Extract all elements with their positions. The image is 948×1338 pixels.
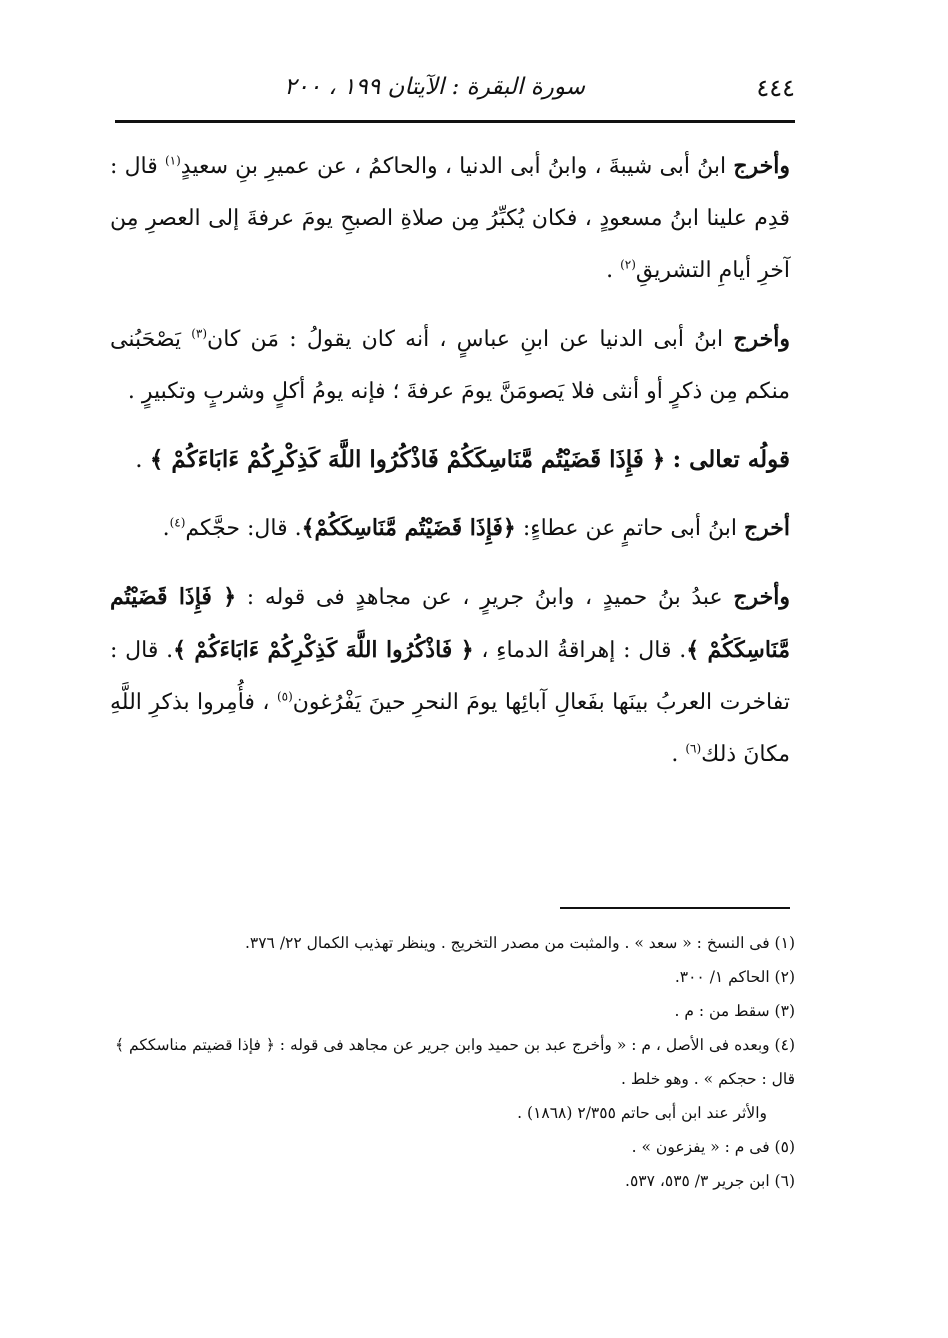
paragraph-text: ، فأُمِروا بذكرِ اللَّهِ مكانَ ذلك — [110, 690, 790, 767]
paragraph-end: . — [606, 258, 621, 283]
footnote-ref[interactable]: (٤) — [169, 515, 186, 530]
main-text — [110, 140, 790, 797]
quran-verse: ﴿فَإِذَا قَضَيْتُم مَّنَاسِكَكُمْ﴾ — [301, 515, 516, 541]
footnote-ref[interactable]: (٦) — [685, 741, 702, 756]
paragraph-text: ابنُ أبى الدنيا عن ابنِ عباسٍ ، أنه كان يقولُ : مَن كان — [207, 327, 724, 352]
paragraph-end: . — [671, 742, 686, 767]
quran-verse: ﴿ فَاذْكُرُوا اللَّهَ كَذِكْرِكُمْ ءَابَاءَكُمْ ﴾ — [173, 637, 474, 663]
paragraph-lead: أخرج — [743, 515, 790, 541]
footnote-2: (٢) الحاكم ١/ ٣٠٠. — [674, 968, 795, 986]
paragraph-1 — [110, 140, 790, 297]
paragraph-text: ابنُ أبى حاتمٍ عن عطاءٍ: — [522, 516, 737, 541]
paragraph-end: . — [135, 447, 150, 473]
paragraph-text: عبدُ بنُ حميدٍ ، وابنُ جريرٍ ، عن مجاهدٍ فى قوله : — [246, 585, 723, 610]
page-number: ٤٤٤ — [756, 74, 795, 102]
header-rule — [115, 120, 795, 123]
footnote-4-continuation: والأثر عند ابن أبى حاتم ٢/٣٥٥ (١٨٦٨) . — [517, 1104, 767, 1122]
paragraph-3 — [110, 502, 790, 555]
paragraph-text: يَصْحَبُنى منكم مِن ذكرٍ أو أنثى فلا يَصومَنَّ يومَ عرفةَ ؛ فإنه يومُ أكلٍ وشربٍ وتكبيرٍ . — [110, 327, 790, 404]
footnote-ref[interactable]: (١) — [164, 153, 181, 168]
paragraph-4 — [110, 571, 790, 781]
footnote-5: (٥) فى م : « يفزعون » . — [631, 1138, 795, 1156]
running-title: سورة البقرة : الآيتان ١٩٩ ، ٢٠٠ — [284, 74, 585, 100]
paragraph-text: . قال : إهراقةُ الدماءِ ، — [481, 638, 687, 663]
paragraph-text: . قال: حجَّكم — [185, 516, 302, 541]
paragraph-text: ابنُ أبى شيبةَ ، وابنُ أبى الدنيا ، والحاكمُ ، عن عميرِ بنِ سعيدٍ — [180, 154, 727, 179]
paragraph-2 — [110, 313, 790, 418]
paragraph-lead: وأخرج — [733, 584, 790, 610]
verse-heading — [110, 434, 790, 486]
footnote-6: (٦) ابن جرير ٣/ ٥٣٥، ٥٣٧. — [625, 1172, 795, 1190]
footnote-1: (١) فى النسخ : « سعد » . والمثبت من مصدر التخريج . وينظر تهذيب الكمال ٢٢/ ٣٧٦. — [244, 934, 795, 952]
page-header — [115, 70, 795, 110]
footnote-3: (٣) سقط من : م . — [674, 1002, 795, 1020]
paragraph-text: . قال : تفاخرت العربُ بينَها بفَعالِ آبائِها يومَ النحرِ حينَ يَفْرُغون — [110, 638, 790, 715]
footnote-ref[interactable]: (٢) — [620, 257, 636, 272]
paragraph-lead: وأخرج — [733, 153, 791, 179]
footnotes — [115, 926, 795, 1198]
footnote-ref[interactable]: (٥) — [276, 689, 293, 704]
quran-verse: ﴿ فَإِذَا قَضَيْتُم مَّنَاسِكَكُمْ ﴾ — [110, 584, 790, 663]
footnote-4: (٤) وبعده فى الأصل ، م : « وأخرج عبد بن حميد وابن جرير عن مجاهد فى قوله : ﴿ فإذا قضيتم مناسككم ﴾ قال : حجكم » . وهو خلط . — [115, 1036, 795, 1088]
paragraph-lead: وأخرج — [733, 326, 790, 352]
paragraph-end: . — [162, 516, 170, 541]
footnote-ref[interactable]: (٣) — [191, 326, 208, 341]
verse-heading-label: قولُه تعالى : — [672, 446, 790, 473]
paragraph-text: قال : قدِم علينا ابنُ مسعودٍ ، فكان يُكبِّرُ مِن صلاةِ الصبحِ يومَ عرفةَ إلى العصرِ مِن آخرِ أيامِ التشريقِ — [110, 154, 790, 283]
quran-verse: ﴿ فَإِذَا قَضَيْتُم مَّنَاسِكَكُمْ فَاذْكُرُوا اللَّهَ كَذِكْرِكُمْ ءَابَاءَكُمْ ﴾ — [149, 446, 666, 473]
footnote-rule — [560, 907, 790, 909]
